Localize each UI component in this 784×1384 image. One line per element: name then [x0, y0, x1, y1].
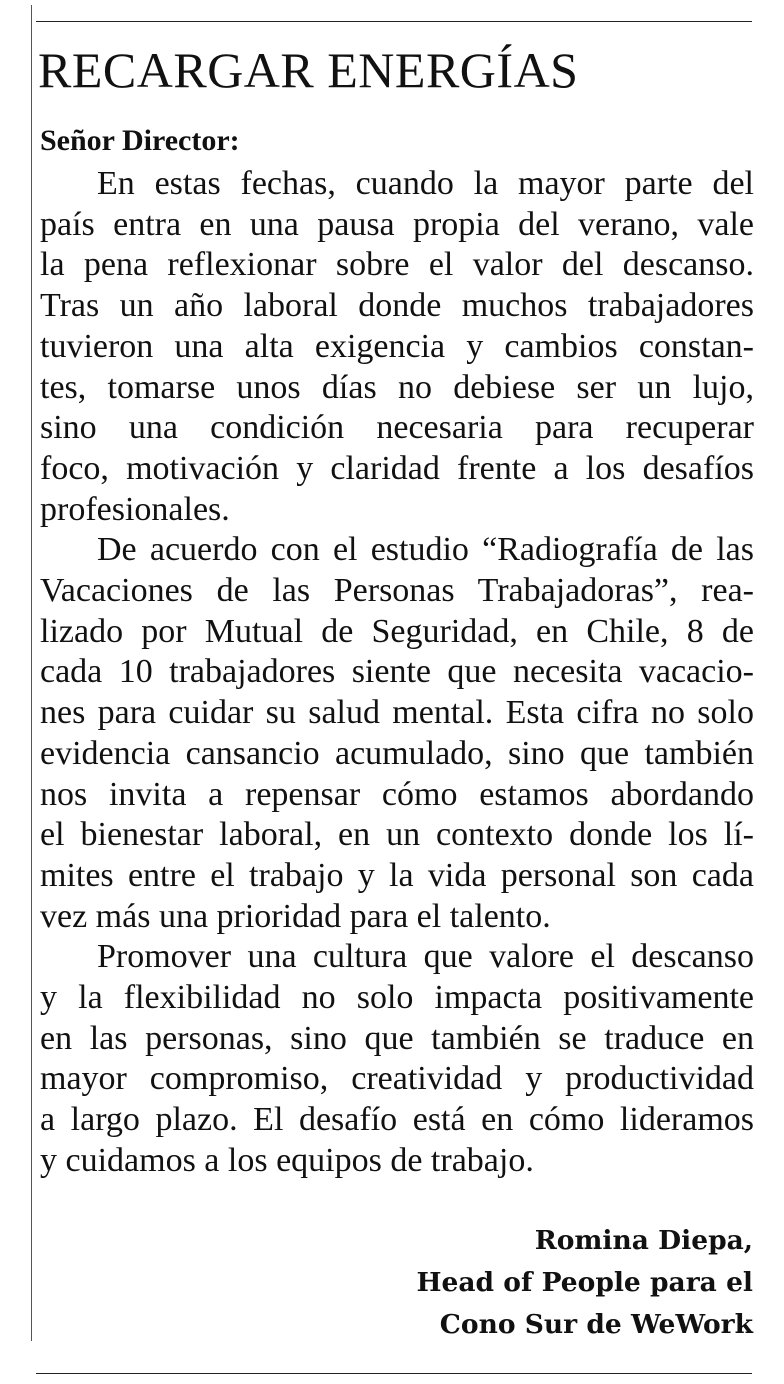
text-line: tes, tomarse unos días no debiese ser un lujo, — [40, 368, 754, 406]
text-line: en las personas, sino que también se traduce en — [40, 1019, 754, 1057]
text-line: foco, motivación y claridad frente a los desafíos — [40, 449, 754, 487]
text-line: país entra en una pausa propia del verano, vale — [40, 205, 754, 243]
headline: RECARGAR ENERGÍAS — [38, 42, 579, 98]
salutation: Señor Director: — [40, 124, 240, 157]
text-line: nos invita a repensar cómo estamos abordando — [40, 775, 754, 813]
text-line: sino una condición necesaria para recuperar — [40, 409, 754, 447]
signature — [153, 1220, 753, 1346]
text-line: cada 10 trabajadores siente que necesita vacacio- — [40, 653, 754, 691]
top-rule — [36, 21, 752, 22]
text-line: y la flexibilidad no solo impacta positivamente — [40, 979, 754, 1017]
text-line: Promover una cultura que valore el descanso — [97, 938, 754, 976]
text-line: mayor compromiso, creatividad y productividad — [40, 1060, 754, 1098]
text-line: evidencia cansancio acumulado, sino que también — [40, 734, 754, 772]
text-line: Tras un año laboral donde muchos trabajadores — [40, 287, 754, 325]
text-line: En estas fechas, cuando la mayor parte del — [97, 165, 754, 202]
signature-name: Romina Diepa, — [534, 1225, 753, 1256]
paragraph-1 — [40, 164, 754, 530]
paragraph-2 — [40, 530, 754, 937]
text-line: Vacaciones de las Personas Trabajadoras”, rea- — [40, 572, 754, 610]
signature-company: Cono Sur de WeWork — [439, 1309, 753, 1340]
signature-role: Head of People para el — [416, 1267, 753, 1298]
column-divider — [31, 5, 32, 1341]
text-line: lizado por Mutual de Seguridad, en Chile, 8 de — [40, 612, 754, 650]
text-line: y cuidamos a los equipos de trabajo. — [40, 1141, 534, 1179]
text-line: profesionales. — [40, 490, 230, 528]
letter-body — [40, 118, 754, 1182]
text-line: el bienestar laboral, en un contexto donde los lí- — [40, 816, 754, 854]
text-line: mites entre el trabajo y la vida personal son cada — [40, 856, 754, 894]
paragraph-3 — [40, 937, 754, 1181]
text-line: tuvieron una alta exigencia y cambios constan- — [40, 327, 754, 365]
bottom-rule — [36, 1373, 752, 1374]
text-line: la pena reflexionar sobre el valor del descanso. — [40, 246, 754, 284]
text-line: a largo plazo. El desafío está en cómo lideramos — [40, 1101, 754, 1139]
text-line: vez más una prioridad para el talento. — [40, 897, 551, 935]
text-line: De acuerdo con el estudio “Radiografía de las — [97, 531, 754, 569]
text-line: nes para cuidar su salud mental. Esta cifra no solo — [40, 694, 754, 732]
